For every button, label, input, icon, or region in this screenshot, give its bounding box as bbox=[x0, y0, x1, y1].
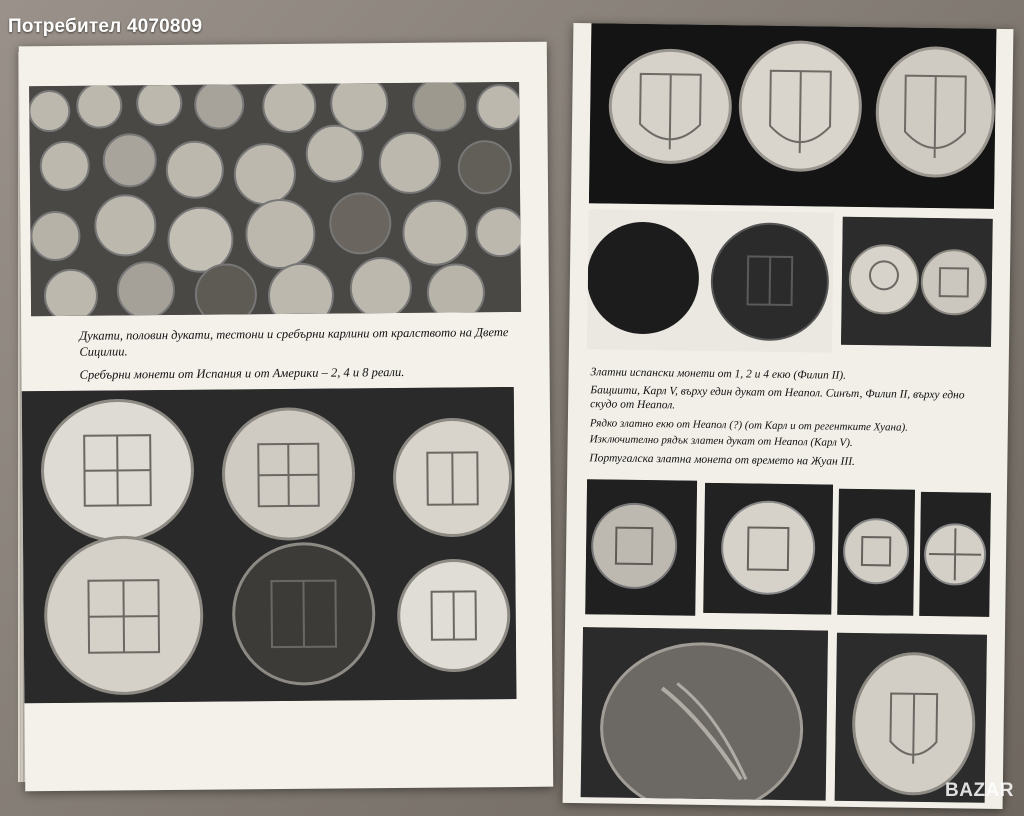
photo-portuguese-coin-3 bbox=[837, 489, 915, 616]
header-user-title: Потребител 4070809 bbox=[8, 16, 203, 37]
photo-ducat-scudo bbox=[587, 209, 834, 352]
caption-rare-ecu: Рядко златно екю от Неапол (?) (от Карл и от регентките Хуана). bbox=[589, 417, 909, 434]
photo-gold-escudos bbox=[589, 23, 996, 209]
photo-portuguese-coin-4 bbox=[919, 492, 991, 617]
caption-spanish-silver: Сребърни монети от Испания и от Америки – 2, 4 и 8 реали. bbox=[79, 364, 405, 382]
right-book-page bbox=[563, 23, 1014, 809]
photo-sicilian-coins bbox=[29, 82, 521, 316]
photo-large-coin-right bbox=[835, 633, 987, 803]
photo-portuguese-coin-1 bbox=[585, 479, 697, 616]
photo-portuguese-coin-2 bbox=[703, 483, 833, 615]
caption-sicilian-coins: Дукати, половин дукати, тестони и сребърни карлини от кралството на Двете Сицилии. bbox=[79, 325, 509, 359]
photo-rare-gold-ecu bbox=[841, 217, 993, 347]
caption-portuguese-coin: Португалска златна монета от времето на Жуан III. bbox=[589, 452, 856, 468]
photo-spanish-reales bbox=[22, 387, 517, 703]
photo-large-coin-left bbox=[581, 627, 828, 800]
left-book-page bbox=[19, 42, 553, 792]
caption-charles-philip: Бащиити, Карл V, върху един дукат от Неапол. Синът, Филип II, върху едно скудо от Неапол. bbox=[590, 384, 965, 412]
caption-rare-ducat: Изключително рядък златен дукат от Неапол (Карл V). bbox=[589, 433, 853, 449]
bazar-logo: BAZAR bbox=[945, 780, 1014, 801]
caption-gold-escudos: Златни испански монети от 1, 2 и 4 екю (Филип II). bbox=[590, 366, 847, 382]
